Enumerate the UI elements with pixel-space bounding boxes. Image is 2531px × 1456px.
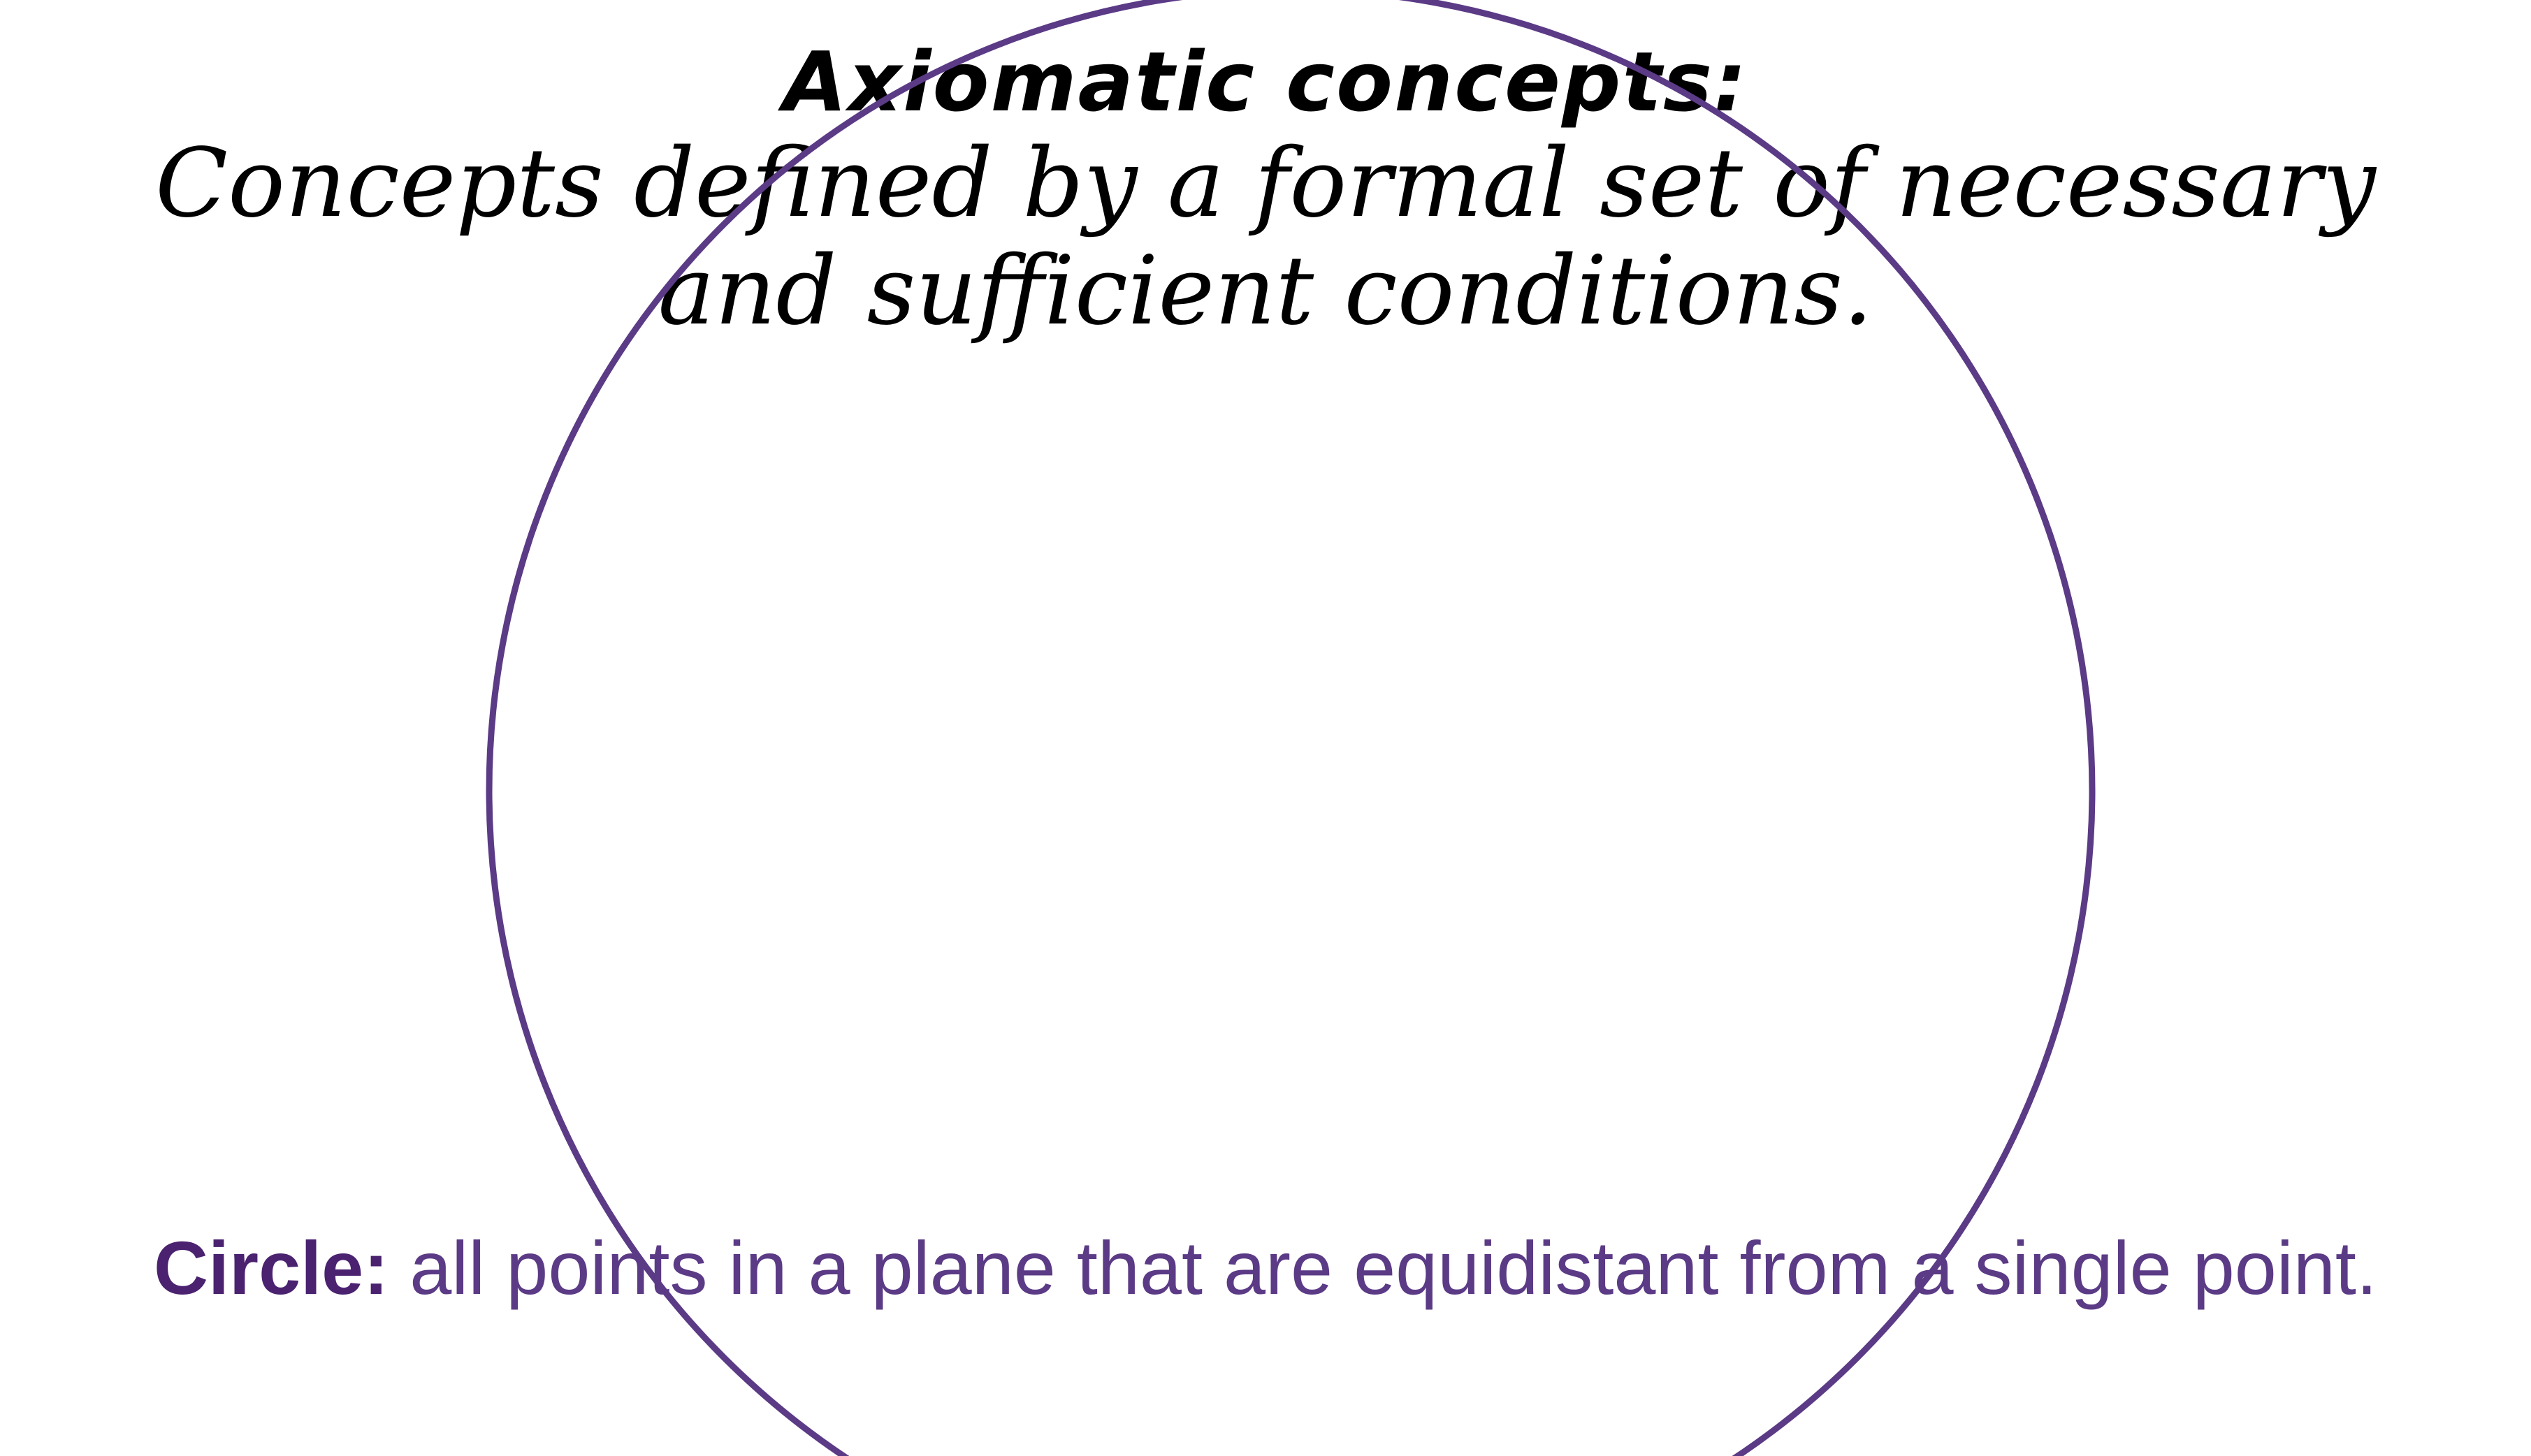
definition-text: Concepts defined by a formal set of necessary and sufficient conditions. [155,129,2376,347]
caption-term: Circle: [154,1225,389,1310]
slide-title: Axiomatic concepts: [783,34,1748,130]
caption [0,1219,2531,1317]
caption-text: all points in a plane that are equidistant from a single point. [389,1225,2377,1310]
